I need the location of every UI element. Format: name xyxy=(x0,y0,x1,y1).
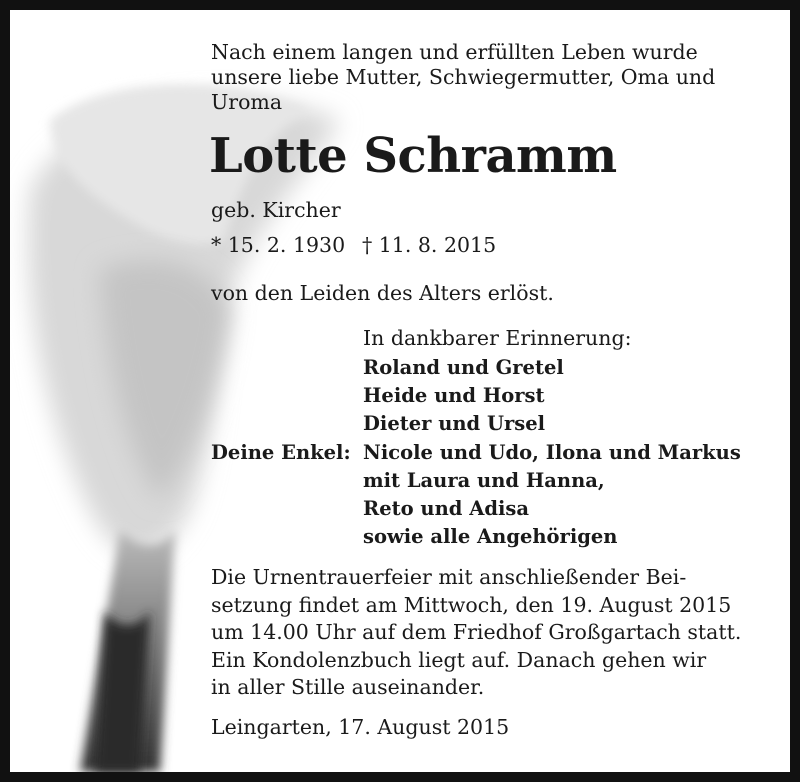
grandchildren-line: sowie alle Angehörigen xyxy=(363,525,618,548)
grandchildren-label: Deine Enkel: xyxy=(211,441,351,464)
intro-line: unsere liebe Mutter, Schwiegermutter, Oma und xyxy=(211,65,716,89)
funeral-line: Ein Kondolenzbuch liegt auf. Danach gehen wir xyxy=(211,648,707,672)
memory-heading: In dankbarer Erinnerung: xyxy=(363,326,632,350)
deceased-name: Lotte Schramm xyxy=(209,128,617,184)
maiden-name: geb. Kircher xyxy=(211,198,341,222)
grandchildren-line: Reto und Adisa xyxy=(363,497,529,520)
funeral-line: Die Urnentrauerfeier mit anschließender Bei- xyxy=(211,565,687,589)
released-text: von den Leiden des Alters erlöst. xyxy=(211,281,554,305)
funeral-line: um 14.00 Uhr auf dem Friedhof Großgartach statt. xyxy=(211,620,742,644)
funeral-line: setzung findet am Mittwoch, den 19. August 2015 xyxy=(211,593,732,617)
death-date: † 11. 8. 2015 xyxy=(362,233,497,257)
family-line: Heide und Horst xyxy=(363,384,545,407)
funeral-line: in aller Stille auseinander. xyxy=(211,675,485,699)
birth-date: * 15. 2. 1930 xyxy=(211,233,346,257)
grandchildren-line: Nicole und Udo, Ilona und Markus xyxy=(363,441,741,464)
obituary-notice xyxy=(10,10,790,772)
family-line: Roland und Gretel xyxy=(363,356,564,379)
grandchildren-line: mit Laura und Hanna, xyxy=(363,469,605,492)
intro-line: Uroma xyxy=(211,90,283,114)
place-date: Leingarten, 17. August 2015 xyxy=(211,715,510,739)
family-line: Dieter und Ursel xyxy=(363,412,546,435)
intro-line: Nach einem langen und erfüllten Leben wurde xyxy=(211,40,698,64)
